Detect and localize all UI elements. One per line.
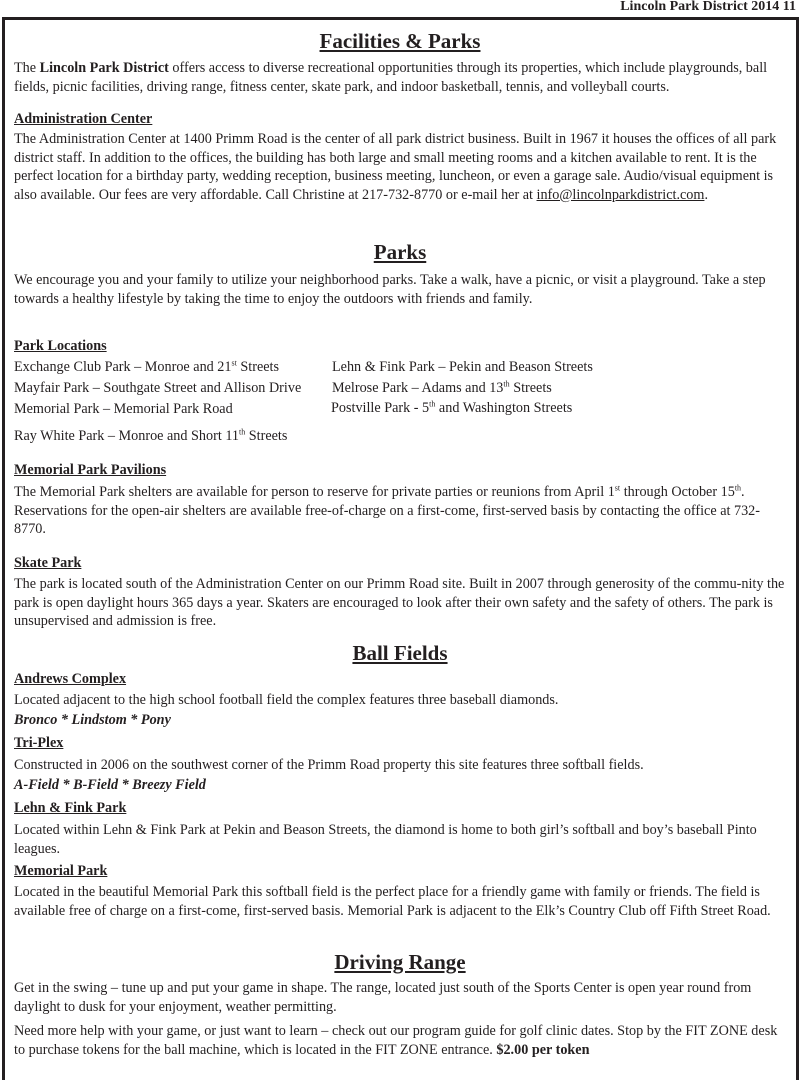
email-link[interactable]: info@lincolnparkdistrict.com [536, 186, 705, 203]
andrews-fields: Bronco * Lindstom * Pony [14, 712, 171, 728]
admin-body: The Administration Center at 1400 Primm Road is the center of all park district business. Built in 1967 it houses the offices of all park district staff. In addition to the offices, the building has both large and small meeting rooms and a kitchen available to rent. It is the perfect location for a birthday party, wedding reception, business meeting, luncheon, or even a garage sale. Audio/visual equipment is also available. Our fees are very affordable. Call Christine at 217-732-8770 or e-mail her at [14, 131, 777, 203]
driving-text-2: Need more help with your game, or just want to learn – check out our program guide for golf clinic dates. Stop by the FIT ZONE desk to purchase tokens for the ball machine, which is located in the FIT ZONE entrance. $2.00 per token [14, 1023, 778, 1058]
ballfields-title: Ball Fields [352, 641, 448, 665]
intro-bold: Lincoln Park District [39, 60, 169, 76]
andrews-heading: Andrews Complex [14, 671, 127, 687]
parks-text: We encourage you and your family to utilize your neighborhood parks. Take a walk, have a picnic, or visit a playground. Take a step towards a healthy lifestyle by taking the time to enjoy the outdoors with friends and family. [14, 272, 766, 307]
intro-pre: The [14, 60, 40, 76]
admin-heading: Administration Center [14, 111, 153, 127]
triplex-heading: Tri-Plex [14, 735, 64, 751]
facilities-title: Facilities & Parks [319, 29, 481, 53]
skate-text: The park is located south of the Administration Center on our Primm Road site. Built in 2007 through generosity of the commu-nity the park is open daylight hours 365 days a year. Skaters are encouraged to look after their own safety and the safety of others. The park is unsupervised and admission is free. [14, 576, 785, 629]
location-item: Postville Park - 5th and Washington Streets [331, 399, 573, 416]
page-header: Lincoln Park District 2014 11 [620, 0, 796, 14]
triplex-fields: A-Field * B-Field * Breezy Field [14, 777, 206, 793]
lehn-heading: Lehn & Fink Park [14, 800, 127, 816]
memorial-heading: Memorial Park [14, 863, 108, 879]
memorial-text: Located in the beautiful Memorial Park this softball field is the perfect place for a friendly game with family or friends. The field is available free of charge on a first-come, first-served basis. Memorial Park is adjacent to the Elk’s Country Club off Fifth Street Road. [14, 884, 771, 919]
facilities-intro [14, 59, 788, 96]
lehn-text: Located within Lehn & Fink Park at Pekin and Beason Streets, the diamond is home to both girl’s softball and boy’s baseball Pinto leagues. [14, 822, 757, 857]
admin-text [14, 130, 788, 204]
parks-title: Parks [373, 240, 427, 264]
driving-text-1: Get in the swing – tune up and put your game in shape. The range, located just south of the Sports Center is open year round from daylight to dusk for your enjoyment, weather permitting. [14, 980, 752, 1015]
intro-post: offers access to diverse recreational opportunities through its properties, which include playgrounds, ball fields, picnic facilities, driving range, fitness center, skate park, and indoor basketball, tennis, and volleyball courts. [14, 60, 768, 95]
locations-heading: Park Locations [14, 338, 107, 354]
location-item: Mayfair Park – Southgate Street and Allison Drive [14, 380, 302, 396]
token-price: $2.00 per token [496, 1041, 590, 1058]
location-item: Ray White Park – Monroe and Short 11th Streets [14, 427, 288, 444]
triplex-text: Constructed in 2006 on the southwest corner of the Primm Road property this site features three softball fields. [14, 757, 644, 773]
pavilions-heading: Memorial Park Pavilions [14, 462, 167, 478]
skate-heading: Skate Park [14, 555, 82, 571]
driving-title: Driving Range [334, 950, 466, 974]
location-item: Lehn & Fink Park – Pekin and Beason Streets [332, 359, 593, 375]
location-item: Exchange Club Park – Monroe and 21st Streets [14, 358, 280, 375]
location-item: Melrose Park – Adams and 13th Streets [332, 379, 552, 396]
admin-end: . [704, 186, 708, 203]
pavilions-text: The Memorial Park shelters are available for person to reserve for private parties or reunions from April 1st through October 15th. Reservations for the open-air shelters are available free-of-charge on a first-come, first-served basis by contacting the office at 732-8770. [14, 483, 760, 537]
andrews-text: Located adjacent to the high school football field the complex features three baseball diamonds. [14, 692, 559, 708]
location-item: Memorial Park – Memorial Park Road [14, 401, 233, 417]
